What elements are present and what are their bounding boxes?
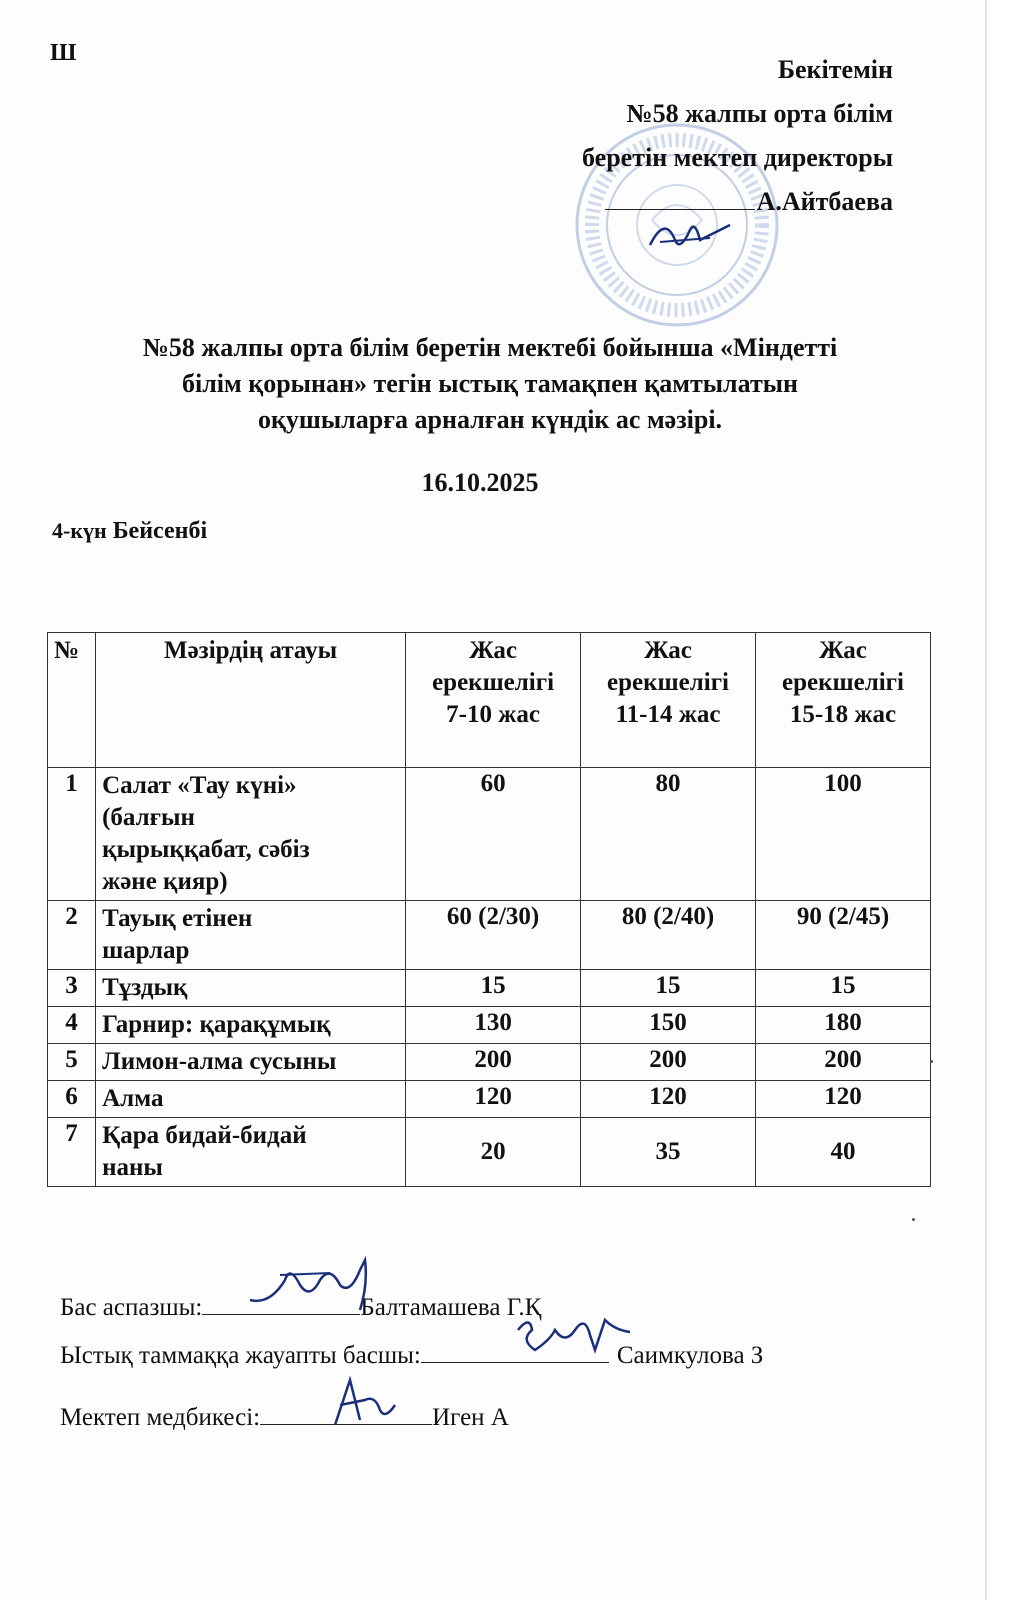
row-num: 3 — [48, 970, 96, 1007]
row-dish: Лимон-алма сусыны — [96, 1044, 406, 1081]
header-age-11-14 — [581, 633, 756, 768]
nurse-label: Мектеп медбикесі: — [60, 1404, 261, 1431]
row-num: 7 — [48, 1118, 96, 1187]
row-value-7-10: 130 — [406, 1007, 581, 1044]
row-value-11-14: 80 — [581, 768, 756, 901]
nurse-name: Иген А — [432, 1404, 509, 1431]
row-value-15-18: 100 — [756, 768, 931, 901]
row-dish — [96, 1118, 406, 1187]
dish-line: шарлар — [102, 937, 190, 964]
table-row — [48, 1007, 931, 1044]
menu-date: 16.10.2025 — [421, 468, 539, 497]
title-line-3: оқушыларға арналған күндік ас мәзірі. — [257, 405, 723, 434]
director-name: А.Айтбаева — [756, 187, 893, 216]
table-row — [48, 1081, 931, 1118]
day-number: 4-күн — [52, 518, 107, 543]
chef-name: Балтамашева Г.Қ — [360, 1294, 542, 1321]
responsible-label: Ыстық таммаққа жауапты басшы: — [60, 1342, 421, 1369]
row-num: 5 — [48, 1044, 96, 1081]
approval-heading: Бекітемін — [777, 55, 893, 84]
header-age-line: ерекшелігі — [607, 669, 730, 696]
row-value-15-18: 180 — [756, 1007, 931, 1044]
dish-line: Қара бидай-бидай — [102, 1122, 307, 1149]
header-age-line: ерекшелігі — [782, 669, 904, 696]
approval-line-2: беретін мектеп директоры — [582, 143, 893, 172]
title-line-1: №58 жалпы орта білім беретін мектебі бойынша «Міндетті — [142, 333, 838, 362]
row-value-15-18: 120 — [756, 1081, 931, 1118]
table-row — [48, 901, 931, 970]
header-age-line: 11-14 жас — [615, 701, 721, 728]
row-value-15-18: 40 — [756, 1118, 931, 1187]
row-value-7-10: 15 — [406, 970, 581, 1007]
dish-line: (балғын — [102, 804, 195, 831]
corner-mark: Ш — [50, 40, 77, 66]
director-signature-line — [605, 183, 755, 210]
row-num: 2 — [48, 901, 96, 970]
speck — [912, 1218, 915, 1221]
table-row — [48, 1118, 931, 1187]
dish-line: наны — [102, 1154, 163, 1181]
row-num: 1 — [48, 768, 96, 901]
document-title — [70, 330, 910, 438]
dish-line: Тауық етінен — [102, 905, 253, 932]
header-age-line: Жас — [469, 637, 517, 664]
row-dish: Тұздық — [96, 970, 406, 1007]
approval-line-1: №58 жалпы орта білім — [626, 99, 893, 128]
row-dish — [96, 768, 406, 901]
row-value-11-14: 200 — [581, 1044, 756, 1081]
nurse-signature-line — [60, 1402, 509, 1432]
approval-block — [582, 48, 893, 224]
dish-line: және қияр) — [102, 868, 228, 895]
row-num: 4 — [48, 1007, 96, 1044]
dish-line: қырыққабат, сәбіз — [102, 836, 310, 863]
responsible-signature — [510, 1310, 640, 1360]
day-label — [52, 518, 207, 545]
menu-table — [47, 632, 931, 1187]
table-row — [48, 768, 931, 901]
row-value-7-10: 60 (2/30) — [406, 901, 581, 970]
header-age-7-10 — [406, 633, 581, 768]
table-row — [48, 1044, 931, 1081]
row-value-7-10: 60 — [406, 768, 581, 901]
header-age-line: Жас — [819, 637, 867, 664]
header-name: Мәзірдің атауы — [96, 633, 406, 768]
header-age-15-18 — [756, 633, 931, 768]
row-dish: Алма — [96, 1081, 406, 1118]
row-dish — [96, 901, 406, 970]
responsible-signature-line — [60, 1340, 763, 1370]
row-num: 6 — [48, 1081, 96, 1118]
row-value-11-14: 120 — [581, 1081, 756, 1118]
row-value-11-14: 80 (2/40) — [581, 901, 756, 970]
responsible-name: Саимкулова З — [616, 1342, 764, 1369]
row-value-7-10: 20 — [406, 1118, 581, 1187]
table-header-row — [48, 633, 931, 768]
header-age-line: Жас — [644, 637, 692, 664]
header-num: № — [48, 633, 96, 768]
row-value-15-18: 90 (2/45) — [756, 901, 931, 970]
row-value-7-10: 200 — [406, 1044, 581, 1081]
row-dish: Гарнир: қарақұмық — [96, 1007, 406, 1044]
row-value-11-14: 15 — [581, 970, 756, 1007]
dish-line: Салат «Тау күні» — [102, 772, 297, 799]
row-value-7-10: 120 — [406, 1081, 581, 1118]
header-age-line: ерекшелігі — [432, 669, 555, 696]
director-signature — [640, 210, 740, 260]
header-age-line: 7-10 жас — [446, 701, 540, 728]
row-value-15-18: 200 — [756, 1044, 931, 1081]
row-value-15-18: 15 — [756, 970, 931, 1007]
day-name: Бейсенбі — [112, 518, 208, 544]
chef-signature — [240, 1255, 390, 1315]
speck — [930, 1060, 933, 1063]
title-line-2: білім қорынан» тегін ыстық тамақпен қамтылатын — [182, 369, 798, 398]
row-value-11-14: 150 — [581, 1007, 756, 1044]
row-value-11-14: 35 — [581, 1118, 756, 1187]
table-row — [48, 970, 931, 1007]
header-age-line: 15-18 жас — [789, 701, 897, 728]
nurse-signature — [320, 1375, 410, 1430]
chef-label: Бас аспазшы: — [60, 1294, 203, 1321]
